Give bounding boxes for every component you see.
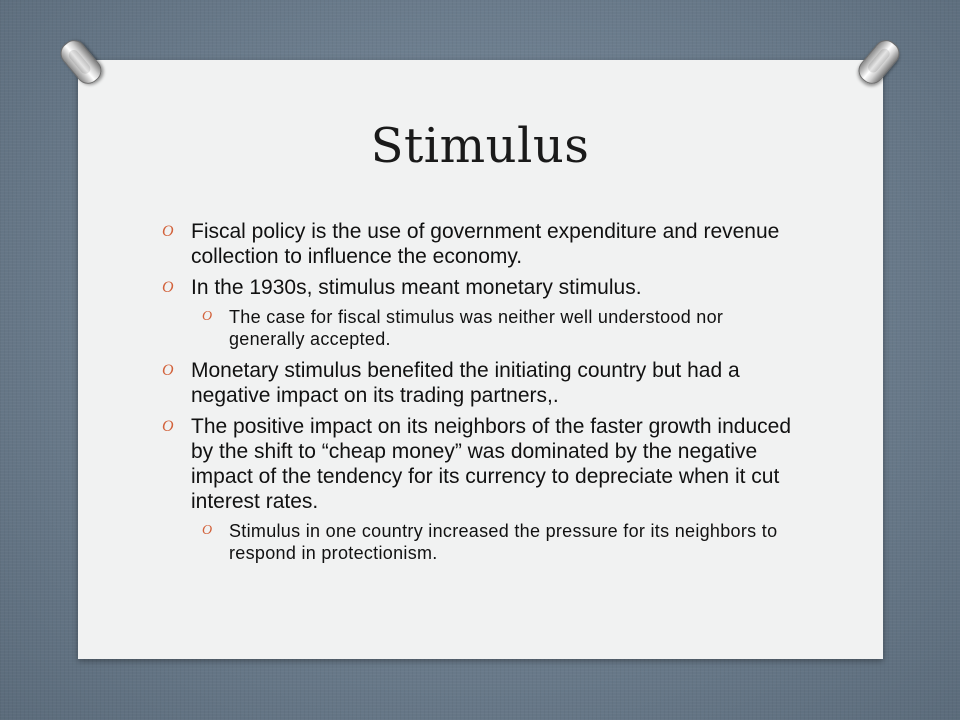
bullet-marker-icon: O [202,309,213,324]
bullet-marker-icon: O [162,223,174,240]
bullet-marker-icon: O [162,279,174,296]
sub-bullet-text: The case for fiscal stimulus was neither well understood nor generally accepted. [229,307,724,349]
bullet-marker-icon: O [162,418,174,435]
bullet-marker-icon: O [202,523,213,538]
sub-bullet-item [202,306,802,350]
bullet-item [162,275,802,300]
sub-bullet-item [202,520,802,564]
sub-bullet-text: Stimulus in one country increased the pressure for its neighbors to respond in protectionism. [229,521,778,563]
bullet-text: Fiscal policy is the use of government expenditure and revenue collection to influence the economy. [191,220,780,268]
bullet-text: In the 1930s, stimulus meant monetary stimulus. [191,276,642,299]
bullet-list [162,219,802,572]
slide-title: Stimulus [370,118,590,174]
bullet-marker-icon: O [162,362,174,379]
bullet-item [162,414,802,514]
bullet-text: Monetary stimulus benefited the initiating country but had a negative impact on its trading partners,. [191,359,740,407]
bullet-text: The positive impact on its neighbors of the faster growth induced by the shift to “cheap money” was dominated by the negative impact of the tendency for its currency to depreciate when it cut interest rates. [191,415,791,513]
bullet-item [162,219,802,269]
bullet-item [162,358,802,408]
